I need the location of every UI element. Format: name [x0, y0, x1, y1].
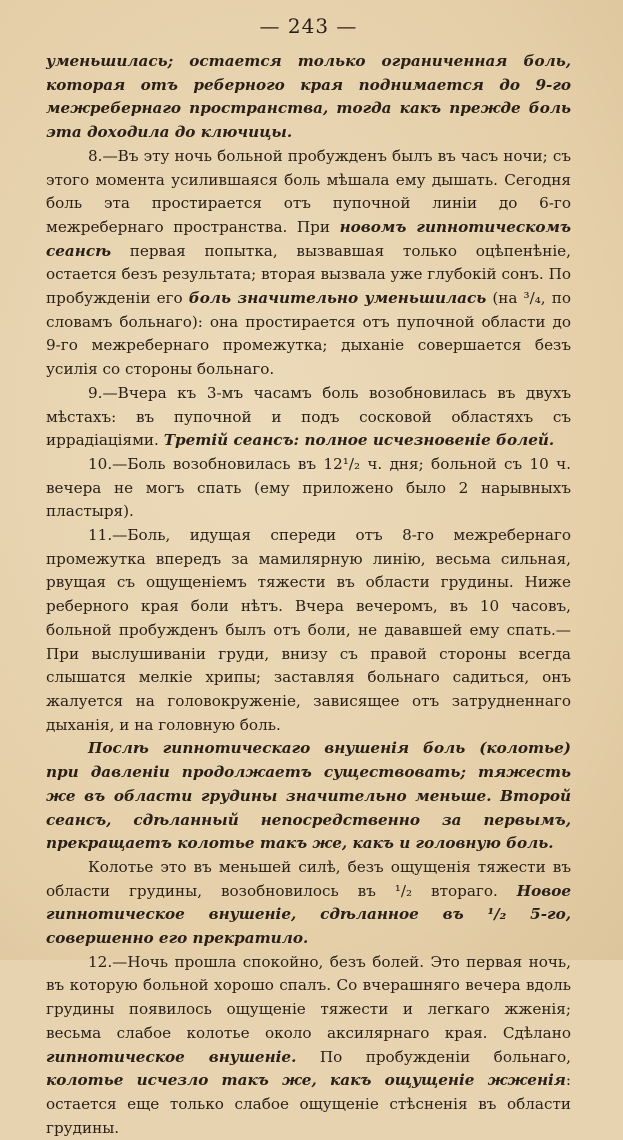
paragraph [46, 382, 571, 453]
italic-run: Послѣ гипнотическаго внушенія боль (колотье) при давленіи продолжаетъ существовать; тяжесть же въ области грудины значительно меньше. Второй сеансъ, сдѣланный непосредственно за первымъ, прекращаетъ колотье такъ же, какъ и головную боль. [46, 739, 571, 853]
paragraph [46, 951, 571, 1140]
paragraph [46, 524, 571, 737]
text-run: 8.—Въ эту ночь больной пробужденъ былъ въ часъ ночи; съ этого момента усилившаяся боль мѣшала ему дышать. Сегодня боль эта простирается отъ пупочной линіи до 6-го межребернаго пространства. При [46, 146, 571, 236]
paragraph [46, 856, 571, 951]
body-text [46, 50, 571, 1140]
text-run: 10.—Боль возобновилась въ 12¹/₂ ч. дня; больной съ 10 ч. вечера не могъ спать (ему приложено было 2 нарывныхъ пластыря). [46, 454, 571, 521]
italic-run: боль значительно уменьшилась [188, 289, 487, 308]
text-run: 11.—Боль, идущая спереди отъ 8-го межребернаго промежутка впередъ за мамилярную линію, весьма сильная, рвущая съ ощущеніемъ тяжести въ области грудины. Ниже реберного края боли нѣтъ. Вчера вечеромъ, въ 10 часовъ, больной пробужденъ былъ отъ боли, не дававшей ему спать.—При выслушиваніи груди, внизу съ правой стороны всегда слышатся мелкіе хрипы; заставляя больнаго садиться, онъ жалуется на головокруженіе, зависящее отъ затрудненнаго дыханія, и на головную боль. [46, 526, 571, 734]
italic-run: уменьшилась; остается только ограниченная боль, которая отъ реберного края поднимается до 9-го межребернаго пространства, тогда какъ прежде боль эта доходила до ключицы. [46, 52, 571, 142]
text-run: По пробужденіи больнаго, [296, 1047, 571, 1066]
italic-run: гипнотическое внушеніе. [46, 1047, 297, 1066]
text-run: 12.—Ночь прошла спокойно, безъ болей. Это первая ночь, въ которую больной хорошо спалъ. Со вчерашняго вечера вдоль грудины появилось ощущеніе тяжести и легкаго жженія; весьма слабое колотье около аксилярнаго края. Сдѣлано [46, 952, 571, 1042]
page-number: — 243 — [259, 14, 358, 38]
paragraph [46, 50, 571, 145]
paragraph [46, 737, 571, 856]
text-run: первая попытка, вызвавшая только оцѣпенѣніе, остается безъ результата; вторая вызвала уже глубокій сонъ. По пробужденіи его [46, 241, 571, 308]
text-run: Колотье это въ меньшей силѣ, безъ ощущенія тяжести въ области грудины, возобновилось въ ¹/₂ втораго. [46, 857, 571, 900]
italic-run: Новое гипнотическое внушеніе, сдѣланное въ ¹/₂ 5-го, совершенно его прекратило. [46, 881, 571, 948]
italic-run: колотье исчезло такъ же, какъ ощущеніе жженія [46, 1071, 566, 1090]
italic-run: новомъ гипнотическомъ сеансѣ [46, 217, 571, 260]
text-run: : остается еще только слабое ощущеніе стѣсненія въ области грудины. [46, 1071, 571, 1137]
italic-run: Третій сеансъ: полное исчезновеніе болей. [163, 431, 555, 450]
paragraph [46, 453, 571, 524]
paragraph [46, 145, 571, 382]
text-run: 9.—Вчера къ 3-мъ часамъ боль возобновилась въ двухъ мѣстахъ: въ пупочной и подъ сосковой областяхъ съ иррадіаціями. [46, 383, 571, 450]
text-run: (на ³/₄, по словамъ больнаго): она простирается отъ пупочной области до 9-го межребернаго промежутка; дыханіе совершается безъ усилія со стороны больнаго. [46, 289, 571, 379]
